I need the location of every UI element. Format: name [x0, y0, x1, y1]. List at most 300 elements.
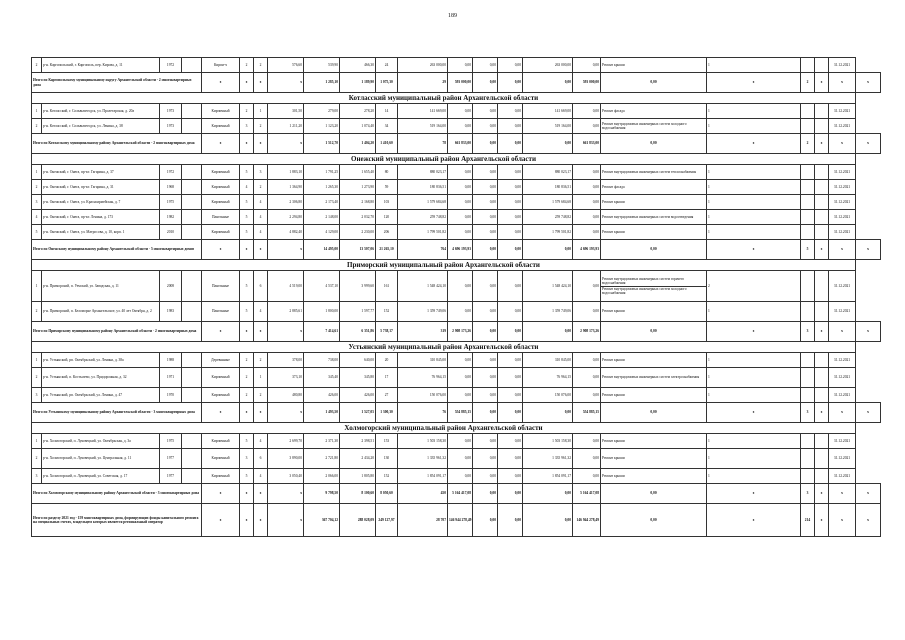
table-cell: 0,00	[498, 449, 523, 469]
subtotal-cell: х	[815, 134, 829, 154]
subtotal-cell: х	[254, 504, 268, 537]
table-cell	[815, 434, 829, 449]
table-cell	[801, 104, 815, 119]
subtotal-cell: х	[240, 134, 254, 154]
subtotal-cell: 661 833,00	[573, 134, 601, 154]
table-cell	[801, 180, 815, 195]
table-cell: 1	[707, 353, 801, 368]
subtotal-cell: 0,00	[473, 504, 498, 537]
table-cell	[182, 165, 202, 180]
table-cell: 6	[254, 449, 268, 469]
table-cell: 0,00	[473, 119, 498, 134]
subtotal-cell: 3	[801, 403, 815, 423]
subtotal-label: Итого по Приморскому муниципальному району Архангельской области - 2 многоквартирных дома	[32, 322, 202, 342]
table-cell: 426,00	[340, 388, 376, 403]
table-cell: Кирпичный	[202, 225, 240, 240]
work-type-item: Ремонт внутридомовых инженерных систем холодного водоснабжения	[601, 286, 706, 295]
subtotal-cell: 21 265,10	[376, 240, 398, 260]
table-cell: 1	[707, 195, 801, 210]
subtotal-cell: х	[856, 134, 881, 154]
table-cell: 0,00	[473, 165, 498, 180]
table-cell: Кирпичный	[202, 165, 240, 180]
table-row	[32, 210, 881, 225]
table-cell: 1	[707, 165, 801, 180]
subtotal-cell: х	[240, 484, 254, 504]
address-cell: р-н. Онежский, г. Онега, ул. Красноармейская, д. 7	[42, 195, 160, 210]
subtotal-cell: 76	[398, 403, 448, 423]
table-cell: Кирпичный	[202, 119, 240, 134]
table-cell	[815, 119, 829, 134]
table-cell: 180 836,51	[523, 180, 573, 195]
subtotal-cell: 4 696 193,93	[573, 240, 601, 260]
table-cell: Кирпичный	[202, 104, 240, 119]
table-cell: 373,10	[268, 368, 304, 388]
table-cell: 3	[254, 165, 268, 180]
table-cell: 1 883,10	[268, 165, 304, 180]
table-cell: 31.12.2021	[829, 353, 856, 368]
subtotal-cell: 0,00	[473, 403, 498, 423]
table-cell: 1	[707, 119, 801, 134]
table-cell: Кирпи-ч	[202, 58, 240, 73]
subtotal-cell: 1 410,60	[376, 134, 398, 154]
subtotal-cell: х	[815, 504, 829, 537]
subtotal-cell: х	[856, 322, 881, 342]
table-cell: 1 854 091,17	[523, 469, 573, 484]
table-cell: 263 000,00	[523, 58, 573, 73]
table-cell: 34	[376, 119, 398, 134]
subtotal-cell: 5	[801, 240, 815, 260]
table-cell: 2010	[160, 225, 182, 240]
table-cell	[182, 225, 202, 240]
table-cell: 1972	[160, 58, 182, 73]
subtotal-cell: х	[202, 484, 240, 504]
table-cell: 31.12.2021	[829, 368, 856, 388]
table-cell: 0,00	[498, 119, 523, 134]
table-cell: 4	[254, 469, 268, 484]
region-header-row	[32, 342, 881, 353]
table-cell: 1	[707, 225, 801, 240]
work-type-cell: Ремонт фасада	[601, 180, 707, 195]
table-cell: 1 335 961,32	[398, 449, 448, 469]
table-cell: 1975	[160, 195, 182, 210]
table-cell	[182, 469, 202, 484]
table-cell: 0,00	[448, 271, 473, 302]
table-cell: 0,00	[473, 195, 498, 210]
subtotal-cell: 1 404,20	[340, 134, 376, 154]
subtotal-cell: 1 512,70	[304, 134, 340, 154]
subtotal-cell: 5 164 417,08	[573, 484, 601, 504]
table-cell: 0,00	[498, 165, 523, 180]
table-cell: 3 999,60	[340, 271, 376, 302]
table-cell: 14	[376, 104, 398, 119]
table-cell: 1983	[160, 302, 182, 322]
table-cell: Панельные	[202, 302, 240, 322]
table-cell: 1 123,20	[304, 119, 340, 134]
table-cell: 2	[254, 58, 268, 73]
subtotal-cell: 3	[801, 484, 815, 504]
table-cell: 150 076,00	[523, 388, 573, 403]
table-cell: 1 548 424,10	[398, 271, 448, 302]
table-cell: 4	[32, 210, 42, 225]
table-cell: 2	[240, 368, 254, 388]
table-cell: 0,00	[573, 195, 601, 210]
table-cell: 0,00	[448, 165, 473, 180]
subtotal-cell: 0,00	[498, 403, 523, 423]
table-cell: Кирпичный	[202, 388, 240, 403]
region-title: Онежский муниципальный район Архангельской области	[32, 154, 856, 165]
table-cell: Панельные	[202, 271, 240, 302]
subtotal-cell: 319	[398, 322, 448, 342]
work-type-cell: Ремонт внутридомовых инженерных систем теплоснабжения	[601, 165, 707, 180]
table-cell: 5	[240, 210, 254, 225]
table-cell	[182, 210, 202, 225]
table-row	[32, 225, 881, 240]
table-cell: 76 964,15	[523, 368, 573, 388]
address-cell: р-н. Котласский, г. Сольвычегодск, ул. Ленина, д. 38	[42, 119, 160, 134]
table-cell: 1 265,30	[304, 180, 340, 195]
table-cell	[801, 434, 815, 449]
table-cell: 0,00	[573, 271, 601, 302]
table-cell: Кирпичный	[202, 180, 240, 195]
table-row	[32, 388, 881, 403]
subtotal-cell: 146 944 278,49	[573, 504, 601, 537]
subtotal-cell: х	[815, 403, 829, 423]
region-title: Холмогорский муниципальный район Архангельской области	[32, 423, 856, 434]
subtotal-cell: 3	[801, 322, 815, 342]
subtotal-cell: 1 285,10	[304, 73, 340, 93]
table-cell: 1 791,25	[304, 165, 340, 180]
region-title: Устьянский муниципальный район Архангельской области	[32, 342, 856, 353]
table-cell: 0,00	[473, 353, 498, 368]
subtotal-cell: 0,00	[498, 134, 523, 154]
table-cell: 0,00	[473, 271, 498, 302]
subtotal-cell: х	[268, 73, 304, 93]
subtotal-cell: 0,00	[601, 73, 707, 93]
subtotal-cell: 0,00	[523, 322, 573, 342]
table-cell: 0,00	[498, 469, 523, 484]
table-row	[32, 368, 881, 388]
table-cell: 0,00	[573, 449, 601, 469]
address-cell: р-н. Приморский, п. Беломорье Архангельское, ул. 40 лет Октября, д. 2	[42, 302, 160, 322]
subtotal-row	[32, 134, 881, 154]
subtotal-cell: х	[815, 240, 829, 260]
subtotal-cell: х	[254, 322, 268, 342]
table-cell: 0,00	[498, 210, 523, 225]
table-cell: 1 074,40	[340, 119, 376, 134]
subtotal-cell: х	[856, 484, 881, 504]
table-cell: 31.12.2021	[829, 195, 856, 210]
table-cell: 2 434,20	[340, 449, 376, 469]
subtotal-cell: 0,00	[601, 484, 707, 504]
subtotal-cell: х	[707, 240, 801, 260]
table-cell: 519 164,00	[398, 119, 448, 134]
table-cell: 141 669,00	[398, 104, 448, 119]
table-cell: 0,00	[573, 210, 601, 225]
subtotal-label: Итого по Холмогорскому муниципальному району Архангельской области - 3 многоквартирных дома	[32, 484, 202, 504]
table-cell: 278,20	[340, 104, 376, 119]
table-cell	[801, 353, 815, 368]
table-cell: 4	[254, 302, 268, 322]
table-cell	[815, 469, 829, 484]
table-cell: 1 335 961,32	[523, 449, 573, 469]
table-row	[32, 119, 881, 134]
table-cell: 0,00	[473, 302, 498, 322]
table-cell	[182, 271, 202, 302]
table-cell	[182, 353, 202, 368]
subtotal-cell: х	[254, 134, 268, 154]
table-cell: 2	[32, 180, 42, 195]
subtotal-cell: х	[202, 403, 240, 423]
table-cell: 1 799 501,82	[523, 225, 573, 240]
table-cell: 0,00	[573, 180, 601, 195]
table-cell: 0,00	[473, 434, 498, 449]
subtotal-cell: х	[240, 504, 254, 537]
subtotal-cell: х	[202, 73, 240, 93]
table-cell: 1 597,77	[340, 302, 376, 322]
table-row	[32, 469, 881, 484]
address-cell: р-н. Холмогорский, п. Луковецкий, ул. Октябрьская, д. 3а	[42, 434, 160, 449]
table-cell	[182, 449, 202, 469]
subtotal-row	[32, 484, 881, 504]
table-cell: 206	[376, 225, 398, 240]
table-cell: 0,00	[448, 469, 473, 484]
table-cell: 152	[376, 302, 398, 322]
table-cell: 2008	[160, 271, 182, 302]
table-cell: 3 890,00	[268, 449, 304, 469]
table-cell: 2	[254, 353, 268, 368]
table-cell	[801, 271, 815, 302]
table-cell: 161	[376, 271, 398, 302]
region-header-row	[32, 154, 881, 165]
table-cell: 0,00	[498, 353, 523, 368]
address-cell: р-н. Онежский, г. Онега, пр-кт. Гагарина, д. 31	[42, 180, 160, 195]
table-cell: 2 032,70	[340, 210, 376, 225]
table-cell: 1	[707, 449, 801, 469]
table-cell: 5	[240, 271, 254, 302]
table-cell: 0,00	[498, 195, 523, 210]
subtotal-cell: 2	[801, 134, 815, 154]
table-cell: 103	[376, 195, 398, 210]
table-cell: 539,90	[304, 58, 340, 73]
table-cell: 0,00	[498, 58, 523, 73]
table-cell: 0,00	[473, 104, 498, 119]
table-cell: 1 800,00	[304, 302, 340, 322]
subtotal-cell: х	[254, 484, 268, 504]
table-cell: 1982	[160, 210, 182, 225]
table-cell: 301,50	[268, 104, 304, 119]
address-cell: р-н. Холмогорский, п. Луковецкий, ул. Центральная, д. 11	[42, 449, 160, 469]
table-cell: 180 836,51	[398, 180, 448, 195]
table-cell: 0,00	[448, 449, 473, 469]
table-cell: Кирпичный	[202, 449, 240, 469]
work-type-cell: Ремонт крыши	[601, 353, 707, 368]
table-cell	[801, 58, 815, 73]
table-cell	[801, 225, 815, 240]
table-cell: 1 359 749,06	[398, 302, 448, 322]
table-cell: 2	[254, 119, 268, 134]
subtotal-cell: х	[254, 403, 268, 423]
subtotal-cell: х	[707, 484, 801, 504]
table-cell: Кирпичный	[202, 195, 240, 210]
table-cell: 1970	[160, 388, 182, 403]
subtotal-cell: 8 100,60	[340, 484, 376, 504]
subtotal-cell: х	[240, 403, 254, 423]
table-cell: 0,00	[473, 180, 498, 195]
table-cell: 1968	[160, 180, 182, 195]
work-type-cell: Ремонт внутридомовых инженерных систем водоотведения	[601, 210, 707, 225]
subtotal-cell: х	[202, 322, 240, 342]
table-cell: 3	[32, 388, 42, 403]
subtotal-cell: 450	[398, 484, 448, 504]
table-cell: 5	[240, 434, 254, 449]
table-cell: 2 294,80	[268, 210, 304, 225]
table-cell: 0,00	[448, 302, 473, 322]
address-cell: р-н. Онежский, г. Онега, пр-кт. Гагарина, д. 37	[42, 165, 160, 180]
table-cell: 0,00	[498, 180, 523, 195]
subtotal-label: Итого по Устьянскому муниципальному району Архангельской области - 3 многоквартирных дома	[32, 403, 202, 423]
subtotal-cell: х	[240, 240, 254, 260]
subtotal-cell: 0,00	[498, 504, 523, 537]
table-row	[32, 434, 881, 449]
table-cell: 1	[32, 271, 42, 302]
table-cell: 2 066,00	[304, 469, 340, 484]
subtotal-cell: 249 127,97	[376, 504, 398, 537]
table-cell	[801, 302, 815, 322]
table-cell: 0,00	[473, 449, 498, 469]
subtotal-row	[32, 240, 881, 260]
table-cell	[801, 165, 815, 180]
address-cell: р-н. Онежский, г. Онега, пр-кт. Ленина, д. 173	[42, 210, 160, 225]
table-cell: 0,00	[473, 469, 498, 484]
table-cell: 31.12.2021	[829, 210, 856, 225]
table-cell: 0,00	[473, 368, 498, 388]
table-cell: 1 579 684,68	[398, 195, 448, 210]
table-cell	[801, 368, 815, 388]
subtotal-cell: х	[254, 73, 268, 93]
table-cell	[182, 104, 202, 119]
table-cell: 4	[254, 210, 268, 225]
table-cell	[815, 210, 829, 225]
subtotal-cell: 28 707	[398, 504, 448, 537]
table-cell	[815, 271, 829, 302]
table-cell: 2	[32, 449, 42, 469]
table-cell: 1 503 158,30	[523, 434, 573, 449]
table-row	[32, 180, 881, 195]
table-cell: 2	[32, 119, 42, 134]
table-cell	[801, 388, 815, 403]
subtotal-cell: 0,00	[523, 240, 573, 260]
subtotal-label: Итого по Онежскому муниципальному району Архангельской области - 5 многоквартирных домов	[32, 240, 202, 260]
table-cell: 0,00	[448, 119, 473, 134]
table-cell: 2	[32, 368, 42, 388]
region-header-row	[32, 423, 881, 434]
subtotal-cell: х	[815, 73, 829, 93]
table-cell: Кирпичный	[202, 368, 240, 388]
table-cell	[815, 449, 829, 469]
subtotal-cell: х	[856, 504, 881, 537]
table-cell: 1975	[160, 434, 182, 449]
subtotal-cell: 0,00	[523, 73, 573, 93]
table-cell: 31.12.2021	[829, 434, 856, 449]
table-cell: 5	[240, 195, 254, 210]
table-cell: 0,00	[573, 302, 601, 322]
table-cell	[815, 195, 829, 210]
subtotal-cell: 78	[398, 134, 448, 154]
subtotal-cell: 554 885,15	[448, 403, 473, 423]
table-cell: 76 964,15	[398, 368, 448, 388]
table-cell: 31.12.2021	[829, 58, 856, 73]
table-cell: 5	[240, 469, 254, 484]
subtotal-cell: х	[829, 504, 856, 537]
subtotal-cell: 1 527,05	[340, 403, 376, 423]
table-cell	[182, 302, 202, 322]
subtotal-cell: 0,00	[601, 134, 707, 154]
table-cell: 2	[240, 58, 254, 73]
subtotal-cell: 9 798,50	[304, 484, 340, 504]
table-cell: 1	[32, 165, 42, 180]
subtotal-row	[32, 504, 881, 537]
subtotal-cell: 367 704,12	[304, 504, 340, 537]
table-cell: 345,80	[340, 368, 376, 388]
table-cell: 1 579 684,68	[523, 195, 573, 210]
table-cell: Панельные	[202, 210, 240, 225]
work-type-cell: Ремонт крыши	[601, 195, 707, 210]
subtotal-cell: 0,00	[523, 484, 573, 504]
table-cell: 0,00	[473, 58, 498, 73]
subtotal-cell: х	[202, 134, 240, 154]
subtotal-label: Итого по разделу 2021 год - 159 многоквартирных дома, формирующих фонды капитального ремонта на специальных счетах, владельцем которых является региональный оператор	[32, 504, 202, 537]
subtotal-cell: 5 738,17	[376, 322, 398, 342]
table-cell	[801, 210, 815, 225]
subtotal-cell: 29	[398, 73, 448, 93]
work-type-cell: Ремонт крыши	[601, 388, 707, 403]
table-cell	[815, 165, 829, 180]
subtotal-cell: х	[707, 403, 801, 423]
subtotal-cell: 661 833,00	[448, 134, 473, 154]
subtotal-cell: 0,00	[498, 73, 523, 93]
subtotal-cell: х	[268, 134, 304, 154]
table-cell: 120	[376, 210, 398, 225]
subtotal-cell: 1 075,30	[376, 73, 398, 93]
table-cell: 2 168,80	[340, 195, 376, 210]
table-cell: 1977	[160, 449, 182, 469]
table-cell: 1 548 424,10	[523, 271, 573, 302]
table-cell	[815, 302, 829, 322]
subtotal-cell: х	[829, 322, 856, 342]
work-type-cell: Ремонт крыши	[601, 58, 707, 73]
address-cell: р-н. Устьянский, п. Костылево, ул. Придорожная, д. 32	[42, 368, 160, 388]
table-cell	[182, 180, 202, 195]
table-cell: 2	[707, 271, 801, 302]
table-cell: 6	[254, 271, 268, 302]
table-cell	[182, 119, 202, 134]
table-cell: 2 173,40	[304, 195, 340, 210]
region-title: Котласский муниципальный район Архангельской области	[32, 93, 856, 104]
table-cell: 259 748,82	[523, 210, 573, 225]
subtotal-cell: 146 944 278,49	[448, 504, 473, 537]
table-cell	[801, 195, 815, 210]
address-cell: р-н. Котласский, г. Сольвычегодск, ул. Пролетарская, д. 20а	[42, 104, 160, 119]
table-cell	[815, 58, 829, 73]
table-cell: Деревянные	[202, 353, 240, 368]
table-cell: 3	[32, 195, 42, 210]
table-cell: 0,00	[448, 368, 473, 388]
table-cell: 2 721,80	[304, 449, 340, 469]
subtotal-cell: 0,00	[523, 403, 573, 423]
subtotal-cell: х	[202, 240, 240, 260]
subtotal-cell: х	[829, 484, 856, 504]
table-cell: 0,00	[498, 434, 523, 449]
